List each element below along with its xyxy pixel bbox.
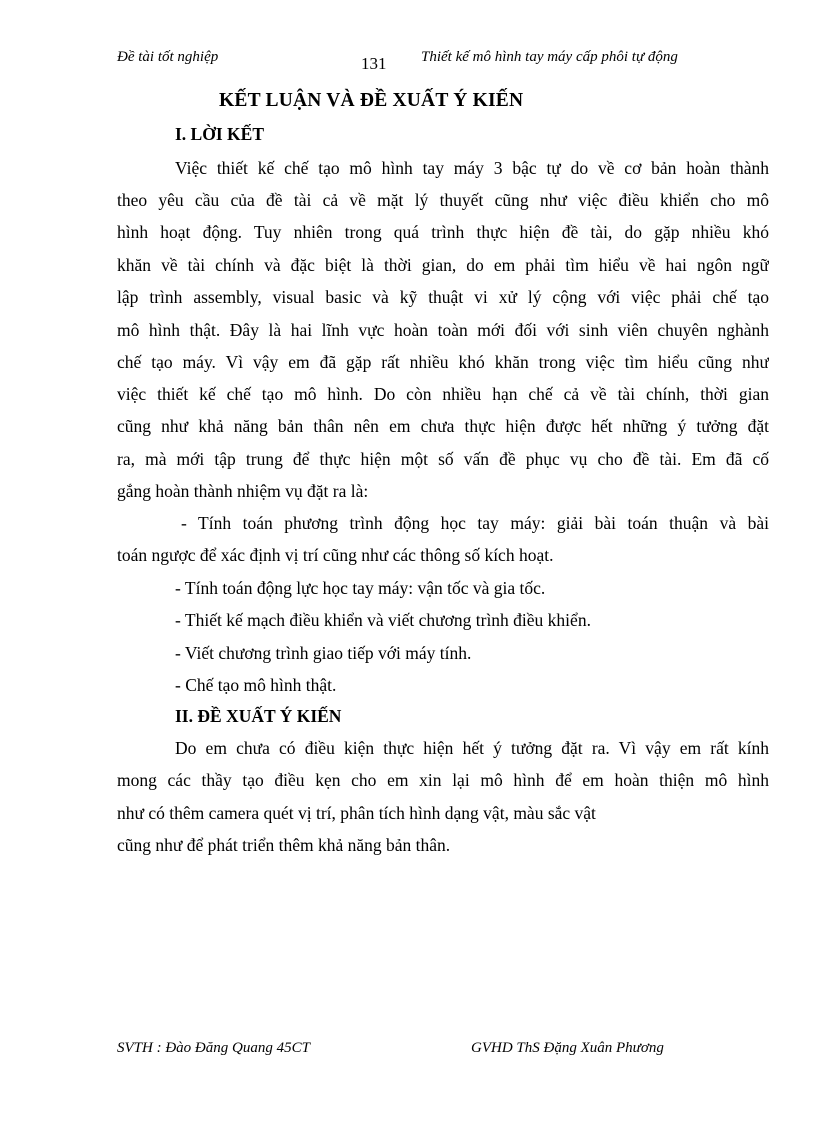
footer-supervisor: GVHD ThS Đặng Xuân Phương — [471, 1040, 664, 1056]
paragraph-line: cũng như để phát triển thêm khả năng bản thân. — [117, 835, 451, 855]
paragraph-line: khăn về tài chính và đặc biệt là thời gian, do em phải tìm hiểu về hai ngôn ngữ — [117, 255, 769, 275]
paragraph-line: việc thiết kế chế tạo mô hình. Do còn nhiều hạn chế cả về tài chính, thời gian — [117, 384, 769, 404]
paragraph-line: theo yêu cầu của đề tài cả về mặt lý thuyết cũng như việc điều khiển cho mô — [117, 190, 769, 210]
paragraph-line: lập trình assembly, visual basic và kỹ thuật vi xử lý cộng với việc phải chế tạo — [117, 287, 769, 307]
paragraph-line: ra, mà mới tập trung để thực hiện một số vấn đề phục vụ cho đề tài. Em đã cố — [117, 449, 769, 469]
section2-heading: II. ĐỀ XUẤT Ý KIẾN — [175, 706, 342, 726]
header-right: Thiết kế mô hình tay máy cấp phôi tự động — [421, 49, 678, 65]
paragraph-line: gắng hoàn thành nhiệm vụ đặt ra là: — [117, 481, 369, 501]
paragraph-line: hình hoạt động. Tuy nhiên trong quá trình thực hiện đề tài, do gặp nhiều khó — [117, 222, 769, 242]
section1-heading: I. LỜI KẾT — [175, 124, 264, 144]
paragraph-line: cũng như khả năng bản thân nên em chưa thực hiện được hết những ý tưởng đặt — [117, 416, 769, 436]
footer-student: SVTH : Đào Đăng Quang 45CT — [117, 1040, 310, 1056]
paragraph-line: như có thêm camera quét vị trí, phân tích hình dạng vật, màu sắc vật — [117, 803, 596, 823]
paragraph-line: mô hình thật. Đây là hai lĩnh vực hoàn toàn mới đối với sinh viên chuyên nghành — [117, 320, 769, 340]
bullet-item-continuation: toán ngược để xác định vị trí cũng như các thông số kích hoạt. — [117, 545, 554, 565]
paragraph-line: Việc thiết kế chế tạo mô hình tay máy 3 bậc tự do về cơ bản hoàn thành — [175, 158, 769, 178]
bullet-item: - Thiết kế mạch điều khiển và viết chương trình điều khiển. — [175, 610, 591, 630]
bullet-item: - Tính toán động lực học tay máy: vận tốc và gia tốc. — [175, 578, 546, 598]
paragraph-line: Do em chưa có điều kiện thực hiện hết ý tưởng đặt ra. Vì vậy em rất kính — [175, 738, 769, 758]
paragraph-line: mong các thầy tạo điều kẹn cho em xin lại mô hình để em hoàn thiện mô hình — [117, 770, 769, 790]
bullet-item: - Viết chương trình giao tiếp với máy tính. — [175, 643, 472, 663]
bullet-item: - Tính toán phương trình động học tay máy: giải bài toán thuận và bài — [181, 513, 769, 533]
header-left: Đề tài tốt nghiệp — [117, 49, 219, 65]
paragraph-line: chế tạo máy. Vì vậy em đã gặp rất nhiều khó khăn trong việc tìm hiểu cũng như — [117, 352, 769, 372]
page-number: 131 — [361, 54, 387, 73]
page-title: KẾT LUẬN VÀ ĐỀ XUẤT Ý KIẾN — [219, 90, 524, 111]
bullet-item: - Chế tạo mô hình thật. — [175, 675, 337, 695]
